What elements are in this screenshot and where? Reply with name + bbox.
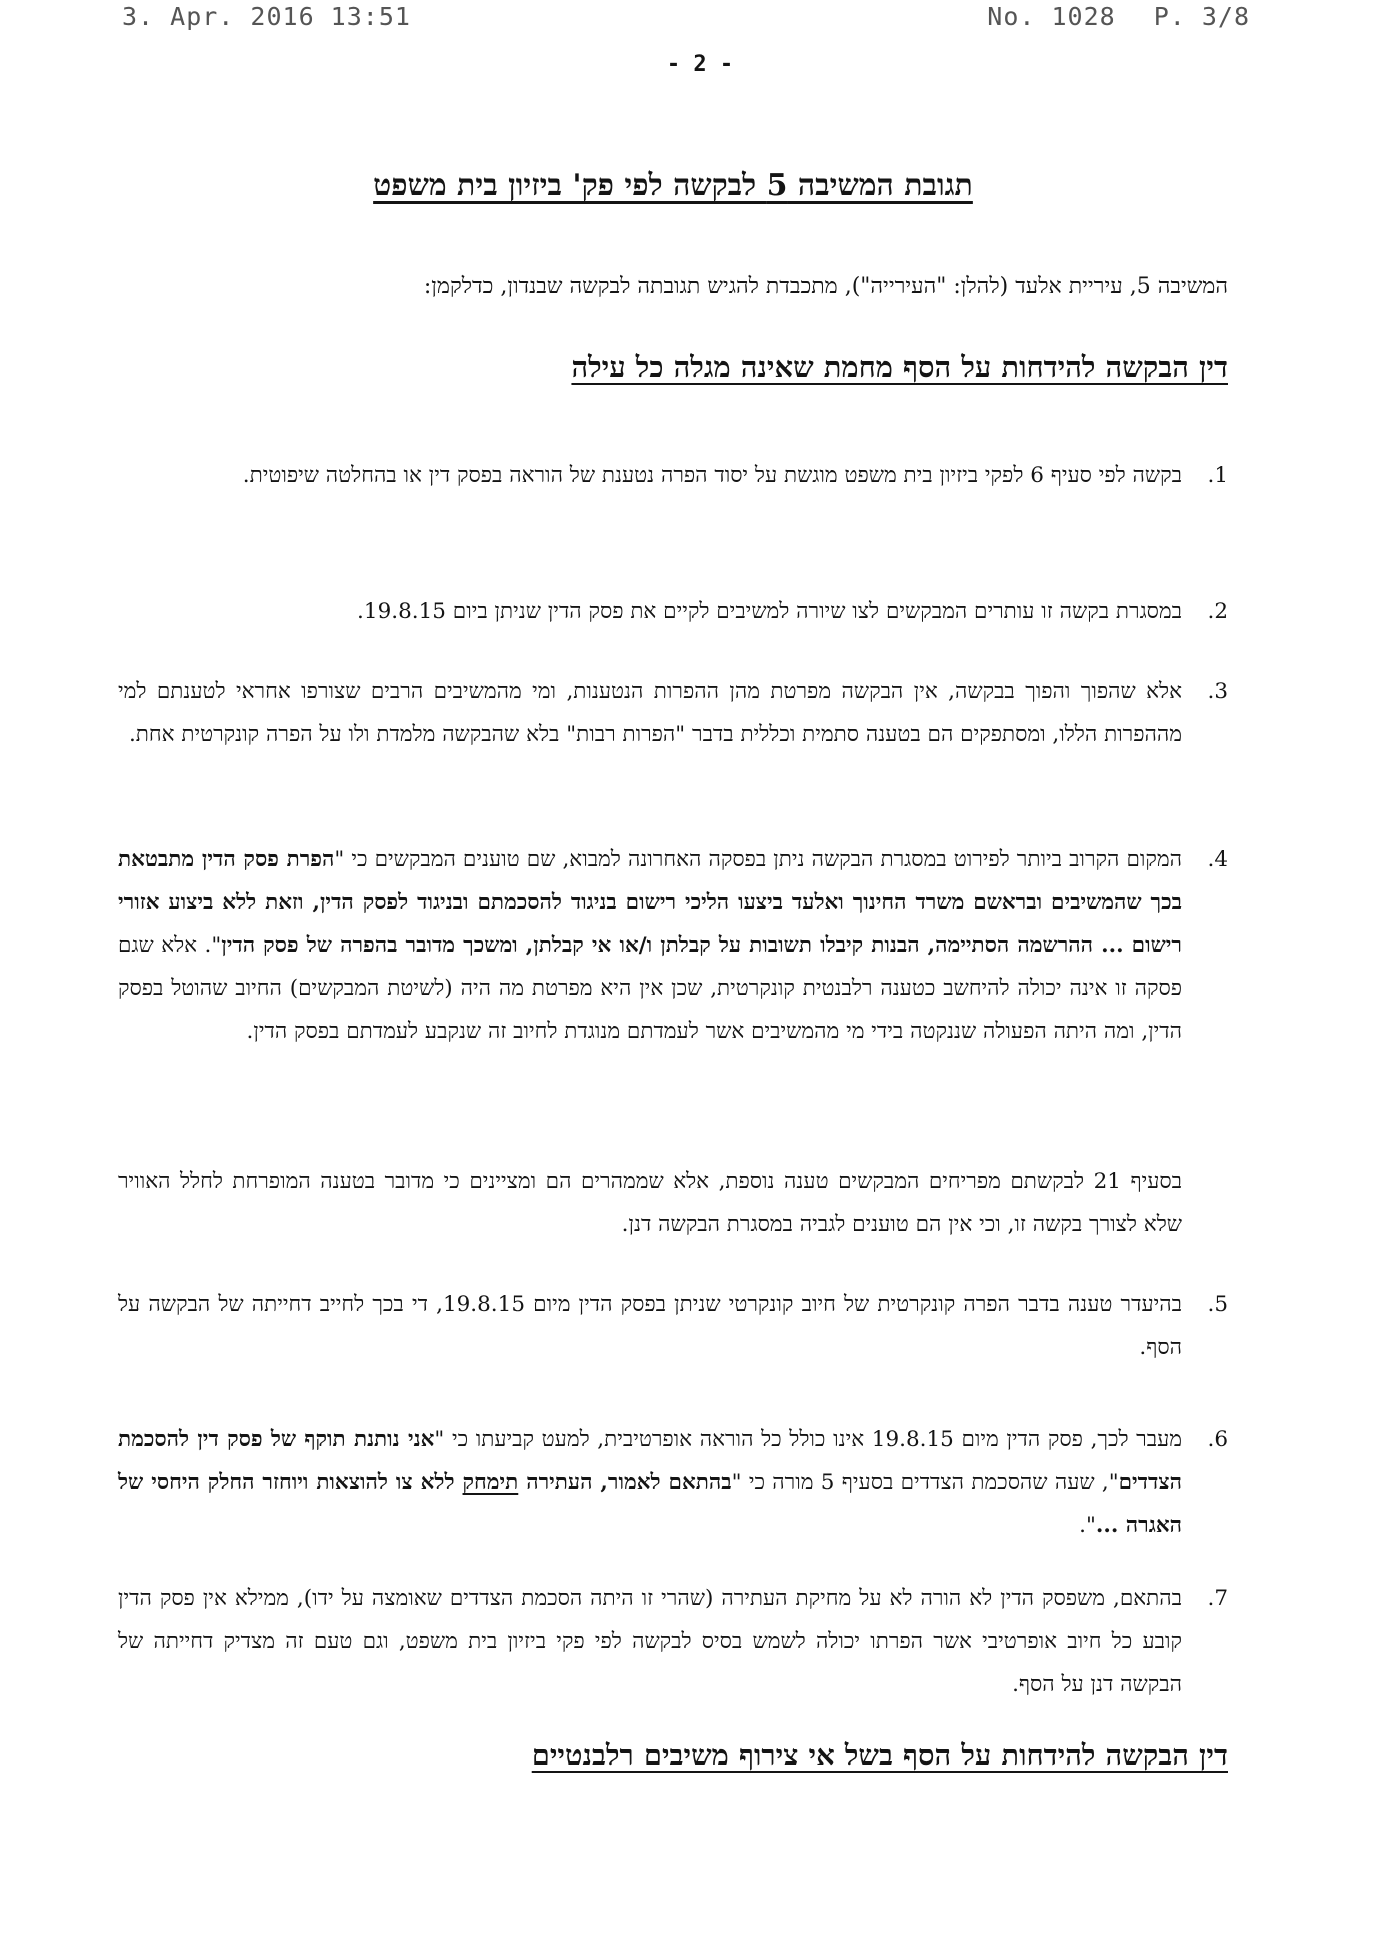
paragraph-text-part: המקום הקרוב ביותר לפירוט במסגרת הבקשה ניתן בפסקה האחרונה למבוא, שם טוענים המבקשים כי " <box>334 847 1182 872</box>
paragraph-text: אלא שהפוך והפוך בבקשה, אין הבקשה מפרטת מהן ההפרות הנטענות, ומי מהמשיבים הרבים שצורפו אחראי לטענתם למי מההפרות הללו, ומסתפקים הם בטענה סתמית וכללית בדבר "הפרות רבות" בלא שהבקשה מלמדת ולו על הפרה קונקרטית אחת. <box>118 679 1182 747</box>
fax-page-count: P. 3/8 <box>1153 2 1250 31</box>
paragraph-text <box>118 1418 1182 1547</box>
fax-timestamp: 3. Apr. 2016 13:51 <box>122 2 411 31</box>
intro-paragraph: המשיבה 5, עיריית אלעד (להלן: "העירייה"), מתכבדת להגיש תגובתה לבקשה שבנדון, כדלקמן: <box>423 274 1228 299</box>
fax-number: No. 1028 <box>987 2 1116 31</box>
paragraph-number: 6. <box>1207 1427 1228 1452</box>
paragraph-text: במסגרת בקשה זו עותרים המבקשים לצו שיורה למשיבים לקיים את פסק הדין שניתן ביום 19.8.15. <box>357 599 1182 624</box>
paragraph-4 <box>118 838 1228 1053</box>
paragraph-number: 1. <box>1207 463 1228 488</box>
paragraph-1 <box>118 454 1228 497</box>
quoted-bold-underlined-text <box>463 1470 519 1495</box>
section-heading-missing-respondents: דין הבקשה להידחות על הסף בשל אי צירוף משיבים רלבנטיים <box>531 1738 1228 1772</box>
paragraph-number: 4. <box>1207 847 1228 872</box>
page-number: - 2 - <box>666 52 734 77</box>
paragraph-text <box>118 838 1182 1053</box>
paragraph-7 <box>118 1577 1228 1706</box>
section-heading-no-cause: דין הבקשה להידחות על הסף מחמת שאינה מגלה כל עילה <box>571 350 1228 384</box>
paragraph-number: 3. <box>1207 679 1228 704</box>
underlined-word: תימחק <box>462 1470 519 1495</box>
paragraph-3 <box>118 670 1228 756</box>
paragraph-text: בסעיף 21 לבקשתם מפריחים המבקשים טענה נוספת, אלא שממהרים הם ומציינים כי מדובר בטענה המופרחת לחלל האוויר שלא לצורך בקשה זו, וכי אין הם טוענים לגביה במסגרת הבקשה דנן. <box>118 1169 1182 1237</box>
fax-page-info <box>949 2 1250 31</box>
quoted-bold-text: הפרת פסק הדין מתבטאת בכך שהמשיבים ובראשם משרד החינוך ואלעד ביצעו הליכי רישום בניגוד להסכמתם ובניגוד לפסק הדין, וזאת ללא ביצוע אזורי רישום ... ההרשמה הסתיימה, הבנות קיבלו תשובות על קבלתן ו/או אי קבלתן, ומשכך מדובר בהפרה של פסק הדין <box>118 847 1182 958</box>
paragraph-5 <box>118 1283 1228 1369</box>
paragraph-4-continued <box>118 1160 1228 1246</box>
quoted-bold-text: ללא צו להוצאות ויוחזר החלק היחסי של האגרה ... <box>118 1470 1182 1538</box>
paragraph-number: 2. <box>1207 599 1228 624</box>
document-title: תגובת המשיבה 5 לבקשה לפי פק' ביזיון בית משפט <box>373 168 973 203</box>
paragraph-text-part: ". אלא שגם פסקה זו אינה יכולה להיחשב כטענה רלבנטית קונקרטית, שכן אין היא מפרטת מה היה (לשיטת המבקשים) החיוב שהוטל בפסק הדין, ומה היתה הפעולה שננקטה בידי מי מהמשיבים אשר לעמדתם מנוגדת לחיוב זה שנקבע לעמדתם בפסק הדין. <box>118 933 1182 1044</box>
fax-header <box>0 0 1400 40</box>
paragraph-6 <box>118 1418 1228 1547</box>
paragraph-number: 5. <box>1207 1292 1228 1317</box>
paragraph-text-part: ", שעה שהסכמת הצדדים בסעיף 5 מורה כי " <box>731 1470 1119 1495</box>
paragraph-text: בקשה לפי סעיף 6 לפקי ביזיון בית משפט מוגשת על יסוד הפרה נטענת של הוראה בפסק דין או בהחלטה שיפוטית. <box>242 463 1182 488</box>
paragraph-text: בהתאם, משפסק הדין לא הורה לא על מחיקת העתירה (שהרי זו היתה הסכמת הצדדים שאומצה על ידו), ממילא אין פסק הדין קובע כל חיוב אופרטיבי אשר הפרתו יכולה לשמש בסיס לבקשה לפי פקי ביזיון בית משפט, וגם טעם זה מצדיק דחייתה של הבקשה דנן על הסף. <box>118 1586 1182 1697</box>
paragraph-text: בהיעדר טענה בדבר הפרה קונקרטית של חיוב קונקרטי שניתן בפסק הדין מיום 19.8.15, די בכך לחייב דחייתה של הבקשה על הסף. <box>118 1292 1182 1360</box>
paragraph-number: 7. <box>1207 1586 1228 1611</box>
paragraph-text-part: מעבר לכך, פסק הדין מיום 19.8.15 אינו כולל כל הוראה אופרטיבית, למעט קביעתו כי " <box>434 1427 1183 1452</box>
quoted-bold-text: אני נותנת תוקף של פסק דין להסכמת הצדדים <box>118 1427 1182 1495</box>
quoted-bold-text: בהתאם לאמור, העתירה <box>518 1470 732 1495</box>
paragraph-text-part: ". <box>1079 1513 1096 1538</box>
paragraph-2 <box>118 590 1228 633</box>
